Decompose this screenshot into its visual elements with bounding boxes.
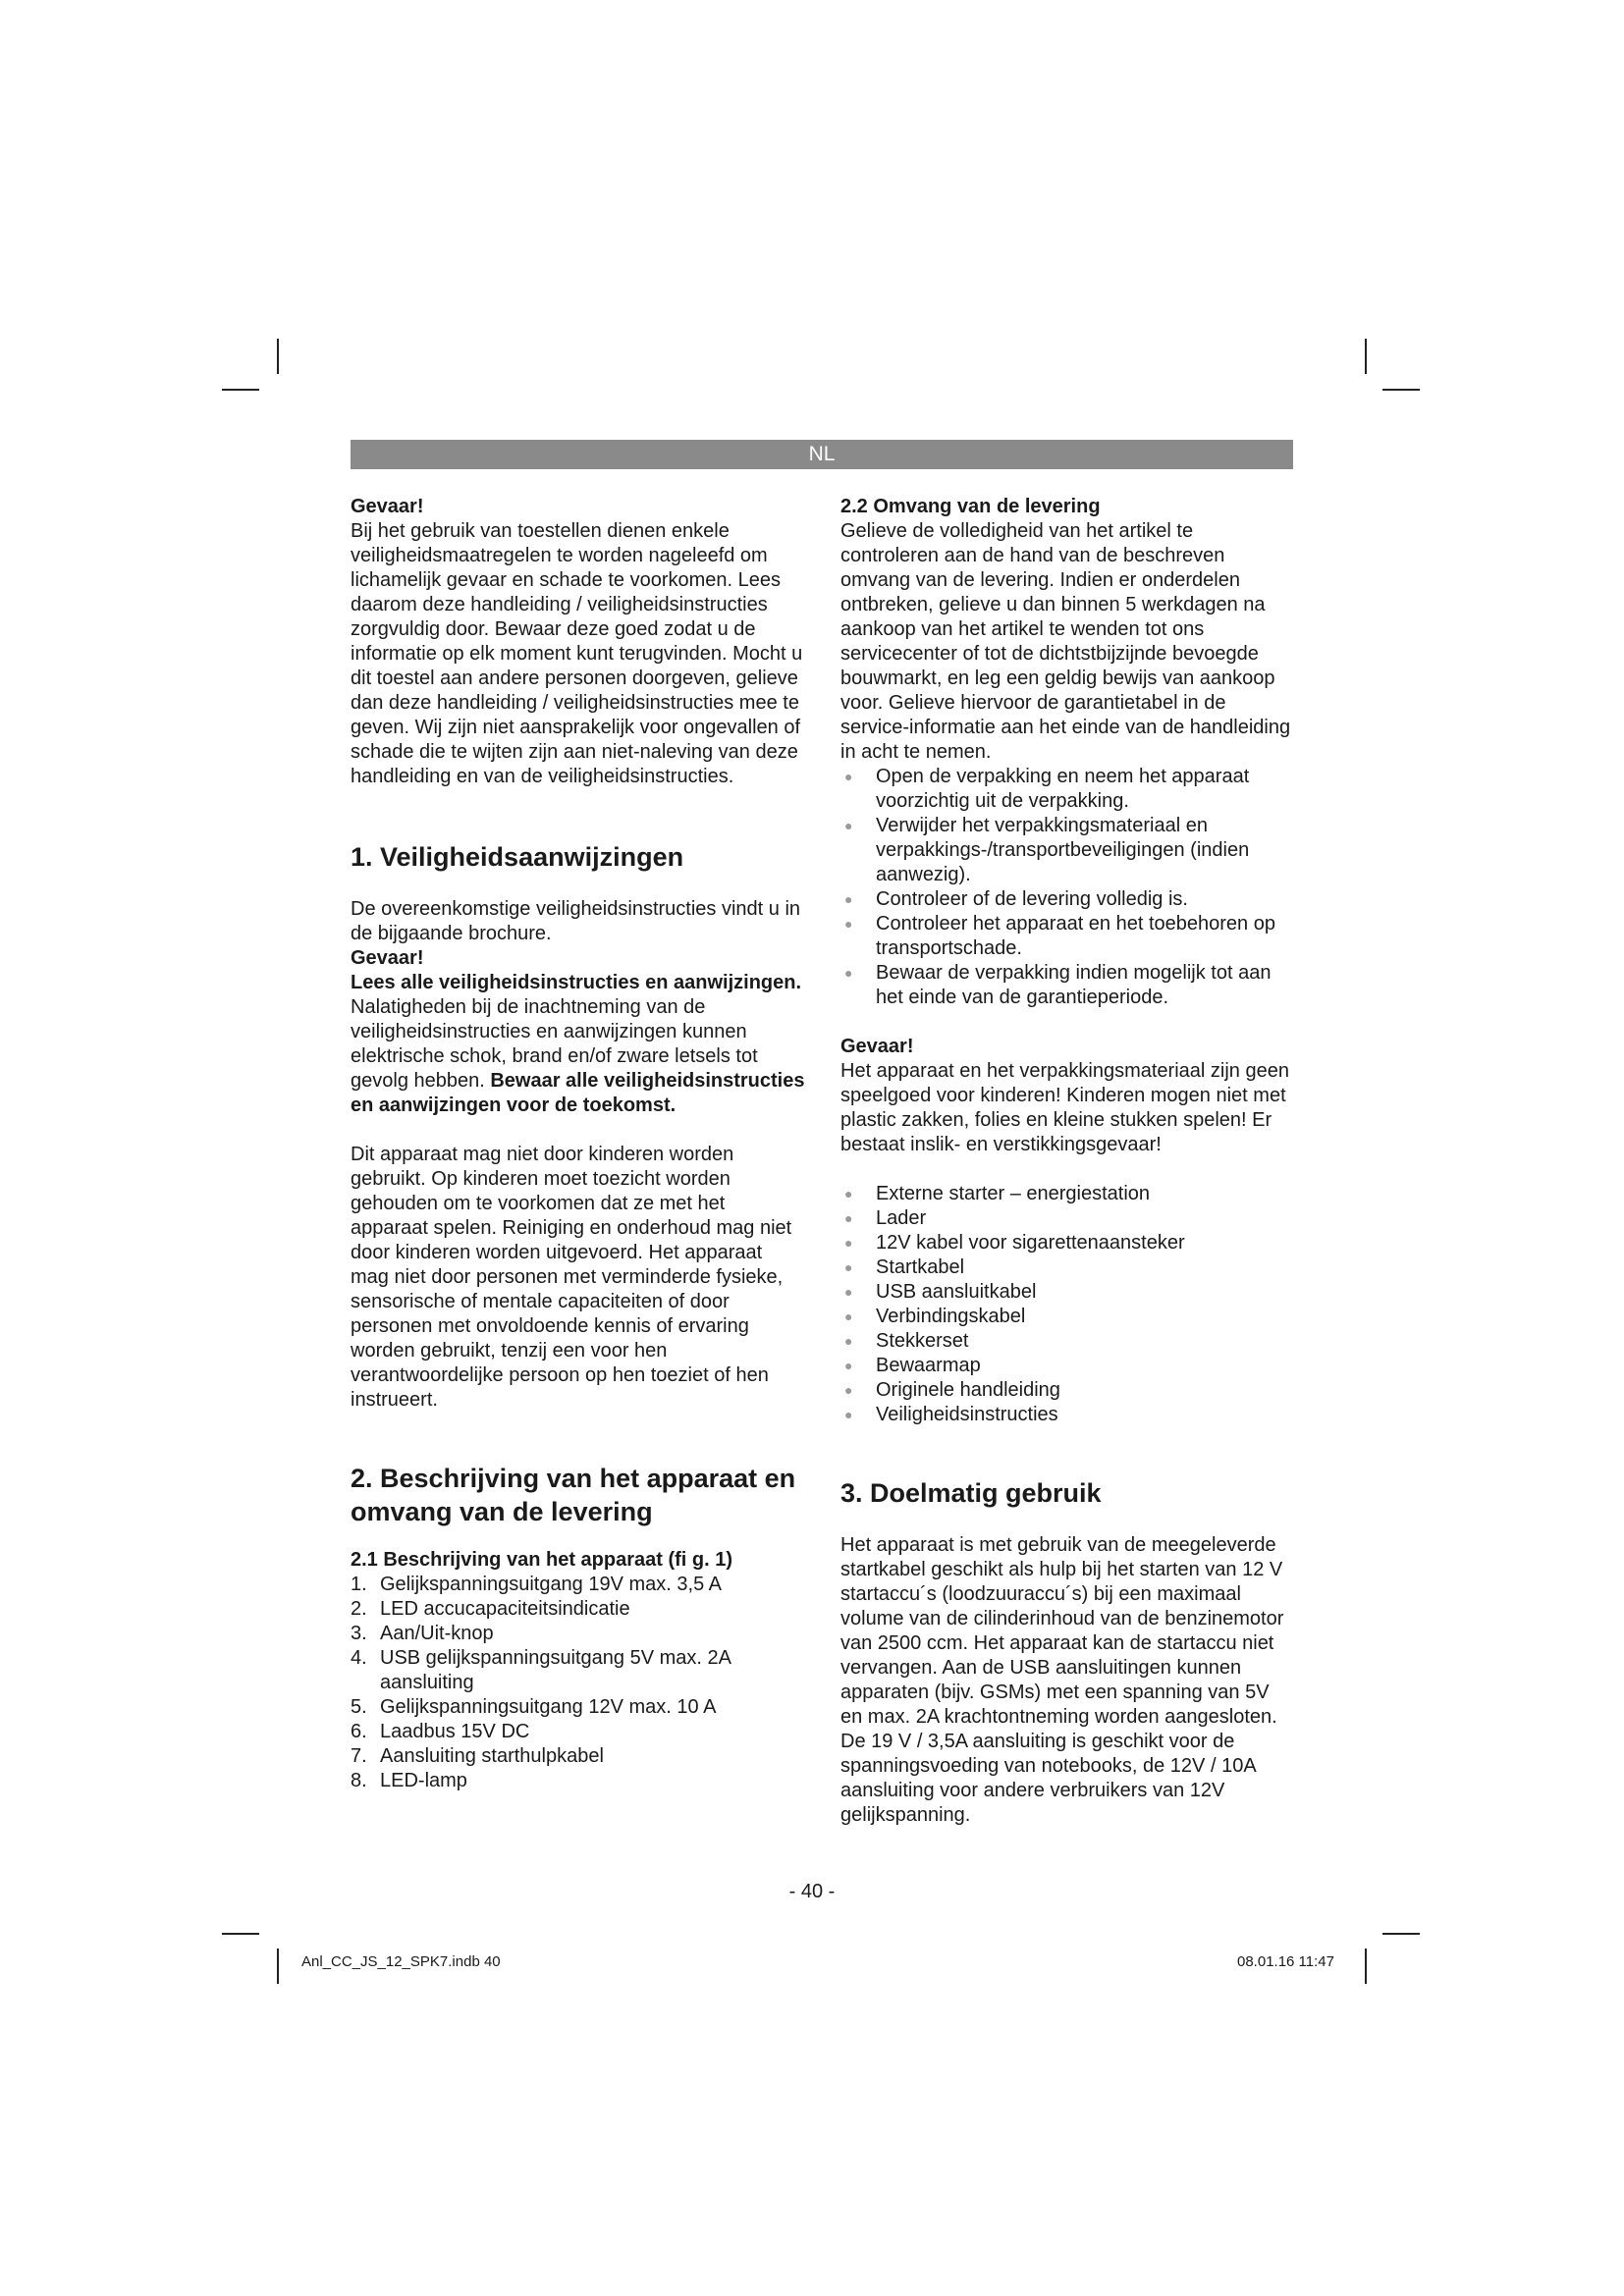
list-item: ● Controleer of de levering volledig is. xyxy=(840,887,1295,912)
warning-text: Nalatigheden bij de inachtneming van de veiligheidsinstructies en aanwijzingen kunnen elektrische schok, brand en/of zware letsels tot gevolg hebben. xyxy=(351,996,758,1092)
list-item: ● Verwijder het verpakkingsmateriaal en verpakkings-/transportbeveiligingen (indien aanwezig). xyxy=(840,814,1295,887)
unpacking-steps-list xyxy=(840,765,1295,1010)
list-item: 5. Gelijkspanningsuitgang 12V max. 10 A xyxy=(351,1696,717,1718)
section-1-intro: De overeenkomstige veiligheidsinstructies vindt u in de bijgaande brochure. xyxy=(351,898,801,944)
crop-mark xyxy=(222,1933,259,1935)
footer-datetime: 08.01.16 11:47 xyxy=(1237,1953,1334,1970)
warning-title: Gevaar! xyxy=(840,1036,914,1057)
footer-filename: Anl_CC_JS_12_SPK7.indb 40 xyxy=(301,1953,501,1970)
page-number: - 40 - xyxy=(788,1881,836,1902)
list-item: ● Open de verpakking en neem het apparaat voorzichtig uit de verpakking. xyxy=(840,765,1295,814)
children-warning-text: Dit apparaat mag niet door kinderen worden gebruikt. Op kinderen moet toezicht worden gehouden om te voorkomen dat ze met het apparaat spelen. Reiniging en onderhoud mag niet door kinderen worden uitgevoerd. Het apparaat mag niet door personen met verminderde fysieke, sensorische of mentale capaciteiten of door personen met onvoldoende kennis of ervaring worden gebruikt, tenzij een voor hen verantwoordelijke persoon op hen toeziet of hen instrueert. xyxy=(351,1144,792,1411)
section-3-heading: 3. Doelmatig gebruik xyxy=(840,1478,1102,1508)
left-column xyxy=(351,495,805,1793)
list-item: 7. Aansluiting starthulpkabel xyxy=(351,1745,604,1767)
list-item: ● Startkabel xyxy=(840,1255,1295,1280)
warning-title: Gevaar! xyxy=(351,496,424,517)
warning-instructions xyxy=(351,971,805,1118)
warning-bold-text: Bewaar alle veiligheidsinstructies en aanwijzingen voor de toekomst. xyxy=(351,1070,805,1116)
crop-mark xyxy=(1365,339,1367,374)
warning-bold-text: Lees alle veiligheidsinstructies en aanwijzingen. xyxy=(351,972,802,993)
crop-mark xyxy=(277,339,279,374)
delivery-text: Gelieve de volledigheid van het artikel te controleren aan de hand van de beschreven omvang van de levering. Indien er onderdelen ontbreken, gelieve u dan binnen 5 werkdagen na aankoop van het artikel te wenden tot ons servicecenter of tot de dichtstbijzijnde bevoegde bouwmarkt, en leg een geldig bewijs van aankoop voor. Gelieve hiervoor de garantietabel in de service-informatie aan het einde van de handleiding in acht te nemen. xyxy=(840,520,1291,763)
list-item: 6. Laadbus 15V DC xyxy=(351,1721,530,1742)
list-item: ● 12V kabel voor sigarettenaansteker xyxy=(840,1231,1295,1255)
section-2-2-heading: 2.2 Omvang van de levering xyxy=(840,496,1101,517)
list-item: ● Originele handleiding xyxy=(840,1378,1295,1403)
section-1-heading: 1. Veiligheidsaanwijzingen xyxy=(351,842,684,872)
list-item: ● Lader xyxy=(840,1206,1295,1231)
list-item: ● Externe starter – energiestation xyxy=(840,1182,1295,1206)
parts-list xyxy=(351,1573,805,1793)
crop-mark xyxy=(277,1949,279,1984)
warning-title: Gevaar! xyxy=(351,947,424,969)
crop-mark xyxy=(222,389,259,391)
warning-text: Bij het gebruik van toestellen dienen enkele veiligheidsmaatregelen te worden nageleefd om lichamelijk gevaar en schade te voorkomen. Lees daarom deze handleiding / veiligheidsinstructies zorgvuldig door. Bewaar deze goed zodat u de informatie op elk moment kunt terugvinden. Mocht u dit toestel aan andere personen doorgeven, gelieve dan deze handleiding / veiligheidsinstructies mee te geven. Wij zijn niet aansprakelijk voor ongevallen of schade die te wijten zijn aan niet-naleving van deze handleiding en van de veiligheidsinstructies. xyxy=(351,520,803,787)
list-item: ● Verbindingskabel xyxy=(840,1305,1295,1329)
list-item: 1. Gelijkspanningsuitgang 19V max. 3,5 A xyxy=(351,1574,722,1595)
intended-use-text: Het apparaat is met gebruik van de meegeleverde startkabel geschikt als hulp bij het starten van 12 V startaccu´s (loodzuuraccu´s) bij een maximaal volume van de cilinderinhoud van de benzinemotor van 2500 ccm. Het apparaat kan de startaccu niet vervangen. Aan de USB aansluitingen kunnen apparaten (bijv. GSMs) met een spanning van 5V en max. 2A krachtontneming worden aangesloten. De 19 V / 3,5A aansluiting is geschikt voor de spanningsvoeding van notebooks, de 12V / 10A aansluiting voor andere verbruikers van 12V gelijkspanning. xyxy=(840,1534,1284,1826)
list-item: 4. USB gelijkspanningsuitgang 5V max. 2A aansluiting xyxy=(351,1647,731,1693)
crop-mark xyxy=(1382,389,1420,391)
section-2-1-heading: 2.1 Beschrijving van het apparaat (fi g. 1) xyxy=(351,1549,733,1571)
crop-mark xyxy=(1382,1933,1420,1935)
section-2-heading: 2. Beschrijving van het apparaat en omvang van de levering xyxy=(351,1464,796,1526)
delivery-contents-list xyxy=(840,1182,1295,1427)
language-header-bar xyxy=(351,440,1293,469)
list-item: ● Stekkerset xyxy=(840,1329,1295,1354)
list-item: 2. LED accucapaciteitsindicatie xyxy=(351,1598,630,1620)
language-label: NL xyxy=(808,443,836,465)
packaging-warning-text: Het apparaat en het verpakkingsmateriaal zijn geen speelgoed voor kinderen! Kinderen mogen niet met plastic zakken, folies en kleine stukken spelen! Er bestaat inslik- en verstikkingsgevaar! xyxy=(840,1060,1289,1155)
list-item: ● Bewaarmap xyxy=(840,1354,1295,1378)
list-item: 8. LED-lamp xyxy=(351,1770,467,1791)
list-item: 3. Aan/Uit-knop xyxy=(351,1623,494,1644)
right-column xyxy=(840,495,1295,1828)
list-item: ● USB aansluitkabel xyxy=(840,1280,1295,1305)
crop-mark xyxy=(1365,1949,1367,1984)
list-item: ● Veiligheidsinstructies xyxy=(840,1403,1295,1427)
list-item: ● Controleer het apparaat en het toebehoren op transportschade. xyxy=(840,912,1295,961)
list-item: ● Bewaar de verpakking indien mogelijk tot aan het einde van de garantieperiode. xyxy=(840,961,1295,1010)
